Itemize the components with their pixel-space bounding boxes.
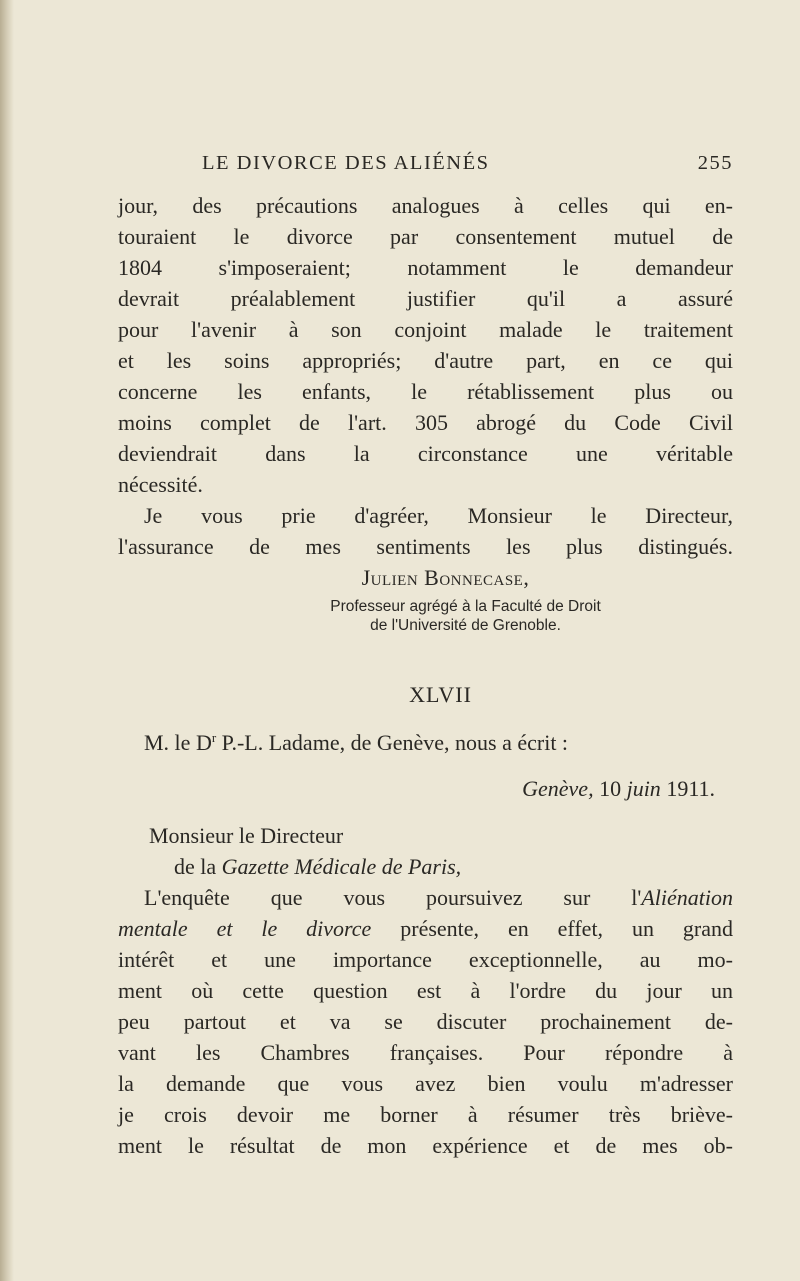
intro-line bbox=[118, 727, 733, 758]
dateline bbox=[118, 773, 733, 804]
running-head bbox=[118, 152, 733, 182]
journal-title: Gazette Médicale de Paris, bbox=[221, 854, 462, 879]
text-line: et les soins appropriés; d'autre part, en ce qui bbox=[118, 348, 733, 373]
text-line: vant les Chambres françaises. Pour répondre à bbox=[118, 1040, 733, 1065]
text-line: concerne les enfants, le rétablissement plus ou bbox=[118, 379, 733, 404]
salutation-prefix: de la bbox=[174, 854, 222, 879]
text-line: intérêt et une importance exceptionnelle, au mo- bbox=[118, 947, 733, 972]
text-line: nécessité. bbox=[118, 472, 203, 497]
paragraph-continuation bbox=[118, 190, 733, 469]
text-line: 1804 s'imposeraient; notamment le demandeur bbox=[118, 255, 733, 280]
signature-title-line: Professeur agrégé à la Faculté de Droit bbox=[330, 598, 601, 615]
running-head-title: LE DIVORCE DES ALIÉNÉS bbox=[202, 152, 490, 174]
text-line: peu partout et va se discuter prochainement de- bbox=[118, 1009, 733, 1034]
italic-fragment: mentale et le divorce bbox=[118, 916, 372, 941]
text-line: touraient le divorce par consentement mutuel de bbox=[118, 224, 733, 249]
text-line: pour l'avenir à son conjoint malade le traitement bbox=[118, 317, 733, 342]
salutation-line bbox=[118, 851, 733, 882]
text-line: Je vous prie d'agréer, Monsieur le Directeur, bbox=[144, 503, 733, 528]
salutation-line: Monsieur le Directeur bbox=[149, 823, 344, 848]
page-number: 255 bbox=[697, 152, 733, 174]
text-line: ment où cette question est à l'ordre du jour un bbox=[118, 978, 733, 1003]
salutation bbox=[118, 820, 733, 882]
dateline-city: Genève, bbox=[522, 776, 594, 801]
page-body bbox=[118, 190, 733, 1161]
text-line: deviendrait dans la circonstance une véritable bbox=[118, 441, 733, 466]
text-fragment: L'enquête que vous poursuivez sur l' bbox=[144, 885, 642, 910]
text-line: ment le résultat de mon expérience et de mes ob- bbox=[118, 1133, 733, 1158]
signature-name: Julien Bonnecase, bbox=[361, 565, 530, 590]
text-line: devrait préalablement justifier qu'il a assuré bbox=[118, 286, 733, 311]
page-binding-shadow bbox=[0, 0, 14, 1281]
italic-fragment: Aliénation bbox=[641, 885, 733, 910]
text-line: moins complet de l'art. 305 abrogé du Code Civil bbox=[118, 410, 733, 435]
book-page bbox=[118, 0, 733, 1281]
letter-paragraph bbox=[118, 882, 733, 1161]
text-line: jour, des précautions analogues à celles qui en- bbox=[118, 193, 733, 218]
section-number: XLVII bbox=[409, 682, 472, 707]
text-line: l'assurance de mes sentiments les plus distingués. bbox=[118, 534, 733, 559]
text-line: la demande que vous avez bien voulu m'adresser bbox=[118, 1071, 733, 1096]
signature-title bbox=[198, 597, 733, 635]
text-line: je crois devoir me borner à résumer très briève- bbox=[118, 1102, 733, 1127]
intro-suffix: P.-L. Ladame, de Genève, nous a écrit : bbox=[216, 730, 569, 755]
text-fragment: présente, en effet, un grand bbox=[371, 916, 734, 941]
text-line bbox=[118, 913, 733, 944]
dateline-year: 1911. bbox=[660, 776, 715, 801]
paragraph-end bbox=[118, 469, 733, 500]
signature-title-line: de l'Université de Grenoble. bbox=[370, 617, 561, 634]
dateline-month: juin bbox=[626, 776, 661, 801]
closing-paragraph bbox=[118, 500, 733, 562]
dateline-day: 10 bbox=[593, 776, 627, 801]
text-line bbox=[118, 882, 733, 913]
intro-superscript: r bbox=[211, 730, 217, 745]
letter-intro bbox=[118, 727, 733, 758]
intro-prefix: M. le D bbox=[144, 730, 212, 755]
